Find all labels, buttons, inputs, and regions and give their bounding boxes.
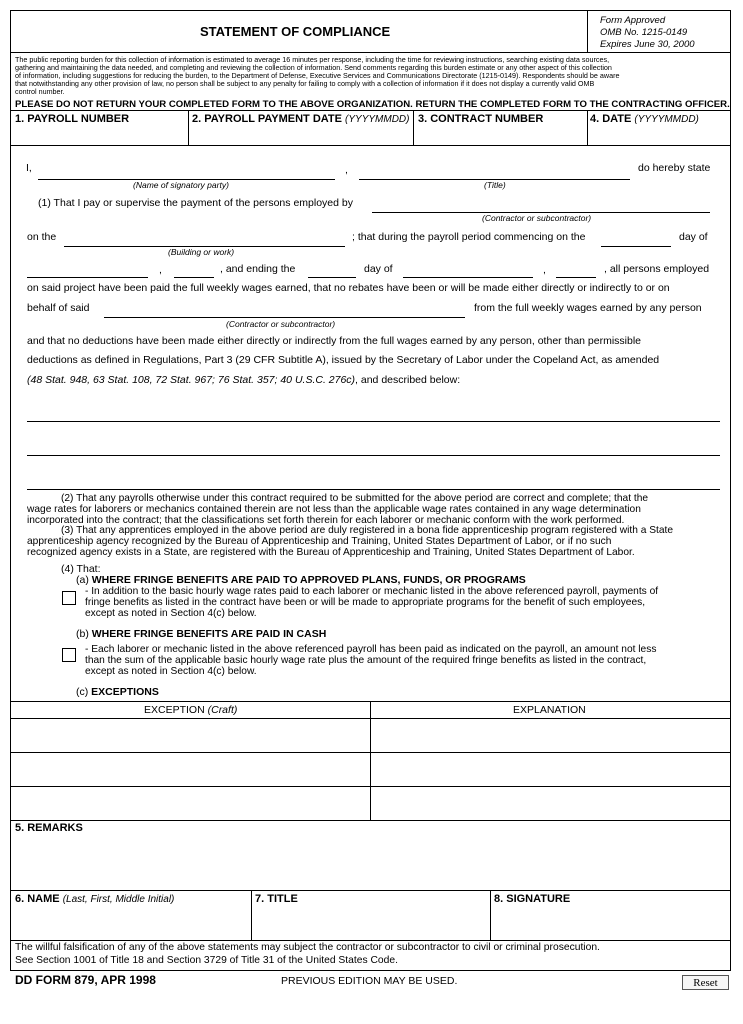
ending-day-field[interactable] (308, 277, 356, 278)
fields-bottom-rule (10, 145, 731, 146)
caption-signatory: (Name of signatory party) (133, 180, 229, 190)
item4b-line: than the sum of the applicable basic hourly wage rate plus the amount of the required fringe benefits as listed in the contract, (85, 654, 647, 666)
exception-column-header (144, 704, 237, 716)
reset-button[interactable]: Reset (682, 975, 729, 990)
signature-field[interactable] (493, 908, 729, 938)
name-label-text: 6. NAME (15, 893, 60, 905)
statement-deductions-line: and that no deductions have been made either directly or indirectly from the full wages earned by any person, other than permissible (27, 335, 642, 347)
statement-on-the: on the (27, 231, 57, 243)
statement-that-during: ; that during the payroll period commencing on the (352, 231, 586, 243)
caption-title: (Title) (484, 180, 506, 190)
title-input[interactable] (254, 908, 487, 938)
table-rule (10, 752, 731, 753)
burden-line: control number. (15, 87, 65, 96)
item4c-heading (76, 686, 159, 698)
item2-line: wage rates for laborers or mechanics contained therein are not less than the applicable wage rates contained in any wage determination (27, 503, 641, 515)
payroll-payment-date-label (192, 113, 409, 125)
field-divider (490, 890, 491, 940)
explanation-column-header: EXPLANATION (513, 704, 586, 716)
burden-line: that notwithstanding any other provision of law, no person shall be subject to any penalty for failing to comply with a collection of information if it does not display a currently valid OMB (15, 79, 595, 88)
return-notice: PLEASE DO NOT RETURN YOUR COMPLETED FORM TO THE ABOVE ORGANIZATION. RETURN THE COMPLETED FORM TO THE CONTRACTING OFFICER. (15, 99, 730, 110)
statement-comma: , (345, 164, 348, 176)
remarks-bottom-rule (10, 890, 731, 891)
item4a-text (85, 587, 658, 619)
header-rule (10, 52, 731, 53)
form-title: STATEMENT OF COMPLIANCE (200, 24, 391, 39)
form-approved: Form Approved (600, 15, 666, 26)
item3-line: apprenticeship agency recognized by the Bureau of Apprenticeship and Training, United States Department of Labor, or if no such (27, 536, 612, 548)
explanation-cell[interactable] (372, 788, 729, 819)
statement-comma: , (159, 264, 162, 276)
item4a-line: fringe benefits as listed in the contract have been or will be made to appropriate programs for the benefit of such employees, (85, 596, 646, 608)
remarks-label: 5. REMARKS (15, 822, 83, 834)
item4a-line: except as noted in Section 4(c) below. (85, 607, 257, 619)
item4a-heading (76, 574, 526, 586)
statement-from-full: from the full weekly wages earned by any person (474, 302, 702, 314)
description-line[interactable] (27, 421, 720, 422)
fields-top-rule (10, 110, 731, 111)
item4a-prefix: (a) (76, 574, 89, 586)
payroll-payment-date-input[interactable] (191, 128, 410, 143)
description-line[interactable] (27, 455, 720, 456)
name-input[interactable] (12, 908, 248, 938)
item4a-line: - In addition to the basic hourly wage rates paid to each laborer or mechanic listed in the above referenced payroll, payments of (85, 586, 659, 597)
contract-number-input[interactable] (416, 128, 584, 143)
exception-header-hint: (Craft) (207, 704, 238, 716)
item4b-line: - Each laborer or mechanic listed in the above referenced payroll has been paid as indicated on the payroll, an amount not less (85, 644, 657, 655)
fringe-cash-checkbox[interactable] (62, 648, 76, 662)
caption-contractor: (Contractor or subcontractor) (482, 213, 592, 223)
ending-year-field[interactable] (556, 277, 596, 278)
item4c-prefix: (c) (76, 686, 89, 698)
payroll-number-label: 1. PAYROLL NUMBER (15, 113, 130, 125)
omb-number: OMB No. 1215-0149 (600, 27, 688, 38)
burden-line: gathering and maintaining the data needed, and completing and reviewing the collection of information. Send comments regarding this burden estimate or any other aspect of this collection (15, 63, 612, 72)
name-label (15, 893, 174, 905)
ending-month-field[interactable] (403, 277, 533, 278)
item4b-heading (76, 628, 326, 640)
burden-line: of information, including suggestions for reducing the burden, to the Department of Defense, Executive Services and Communications Directorate (1215-0149). Respondents should be aware (15, 71, 620, 80)
payroll-payment-date-hint: (YYYYMMDD) (345, 114, 410, 125)
burden-statement (15, 56, 729, 96)
field-divider (587, 110, 588, 145)
statement-project-line: on said project have been paid the full weekly wages earned, that no rebates have been or will be made either directly or indirectly to or on (27, 282, 670, 294)
table-rule (10, 820, 731, 821)
statement-statute-line (27, 374, 460, 386)
commencing-year-field[interactable] (174, 277, 214, 278)
signature-label: 8. SIGNATURE (494, 893, 571, 905)
exception-cell[interactable] (12, 720, 368, 751)
payroll-payment-date-text: 2. PAYROLL PAYMENT DATE (192, 113, 342, 125)
statute-tail: , and described below: (355, 374, 461, 386)
fringe-plans-checkbox[interactable] (62, 591, 76, 605)
statement-regulations-line: deductions as defined in Regulations, Part 3 (29 CFR Subtitle A), issued by the Secretary of Labor under the Copeland Act, as amended (27, 354, 660, 366)
item2-paragraph (27, 494, 727, 559)
field-divider (413, 110, 414, 145)
item4a-title: WHERE FRINGE BENEFITS ARE PAID TO APPROVED PLANS, FUNDS, OR PROGRAMS (91, 574, 526, 586)
caption-building: (Building or work) (168, 247, 235, 257)
name-label-hint: (Last, First, Middle Initial) (62, 894, 175, 905)
statement-i: I, (26, 162, 32, 174)
payroll-number-input[interactable] (13, 128, 185, 143)
description-line[interactable] (27, 489, 720, 490)
explanation-cell[interactable] (372, 720, 729, 751)
date-hint: (YYYYMMDD) (634, 114, 699, 125)
date-text: 4. DATE (590, 113, 632, 125)
commencing-month-field[interactable] (27, 277, 148, 278)
item4c-title: EXCEPTIONS (91, 686, 159, 698)
item4b-text (85, 645, 656, 677)
remarks-input[interactable] (12, 836, 729, 889)
statement-day-of: day of (364, 263, 393, 275)
exception-header-text: EXCEPTION (144, 704, 205, 716)
explanation-cell[interactable] (372, 754, 729, 785)
field-divider (188, 110, 189, 145)
item2-line: (2) That any payrolls otherwise under this contract required to be submitted for the above period are correct and complete; that the (61, 493, 649, 504)
item4-that: (4) That: (61, 563, 101, 575)
title-label: 7. TITLE (255, 893, 298, 905)
date-input[interactable] (590, 128, 728, 143)
item3-line: recognized agency exists in a State, are registered with the Bureau of Apprenticeship and Training, United States Department of Labor. (27, 546, 635, 558)
caption-contractor: (Contractor or subcontractor) (226, 319, 336, 329)
statement-behalf: behalf of said (27, 302, 90, 314)
expiration-date: Expires June 30, 2000 (600, 39, 695, 50)
legal-reference: See Section 1001 of Title 18 and Section 3729 of Title 31 of the United States Code. (15, 955, 398, 966)
exception-cell[interactable] (12, 788, 368, 819)
form-identifier: DD FORM 879, APR 1998 (15, 973, 156, 987)
table-rule (10, 786, 731, 787)
header-divider (587, 10, 588, 52)
item4b-line: except as noted in Section 4(c) below. (85, 665, 257, 677)
commencing-day-field[interactable] (601, 246, 671, 247)
date-label (590, 113, 699, 125)
contract-number-label: 3. CONTRACT NUMBER (418, 113, 544, 125)
exception-cell[interactable] (12, 754, 368, 785)
statement-day-of: day of (679, 231, 708, 243)
field-divider (251, 890, 252, 940)
statute-citation: (48 Stat. 948, 63 Stat. 108, 72 Stat. 967; 76 Stat. 357; 40 U.S.C. 276c) (27, 374, 356, 386)
statement-comma: , (543, 264, 546, 276)
statement-all-persons: , all persons employed (604, 263, 710, 275)
item4b-prefix: (b) (76, 628, 89, 640)
table-column-divider (370, 701, 371, 820)
falsification-warning: The willful falsification of any of the above statements may subject the contractor or subcontractor to civil or criminal prosecution. (15, 942, 600, 953)
statement-and-ending: , and ending the (220, 263, 296, 275)
item4b-title: WHERE FRINGE BENEFITS ARE PAID IN CASH (91, 628, 327, 640)
burden-line: The public reporting burden for this collection of information is estimated to average 16 minutes per response, including the time for reviewing instructions, searching existing data sources, (15, 55, 610, 64)
statement-do-hereby: do hereby state (638, 162, 711, 174)
statement-item1: (1) That I pay or supervise the payment of the persons employed by (38, 197, 353, 209)
edition-note: PREVIOUS EDITION MAY BE USED. (281, 975, 458, 987)
item3-line: (3) That any apprentices employed in the above period are duly registered in a bona fide apprenticeship program registered with a State (61, 525, 673, 537)
contractor-behalf-field[interactable] (104, 317, 465, 318)
compliance-form (10, 10, 731, 971)
signature-bottom-rule (10, 940, 731, 941)
item2-line: incorporated into the contract; that the classifications set forth therein for each laborer or mechanic conform with the work performed. (27, 514, 625, 526)
